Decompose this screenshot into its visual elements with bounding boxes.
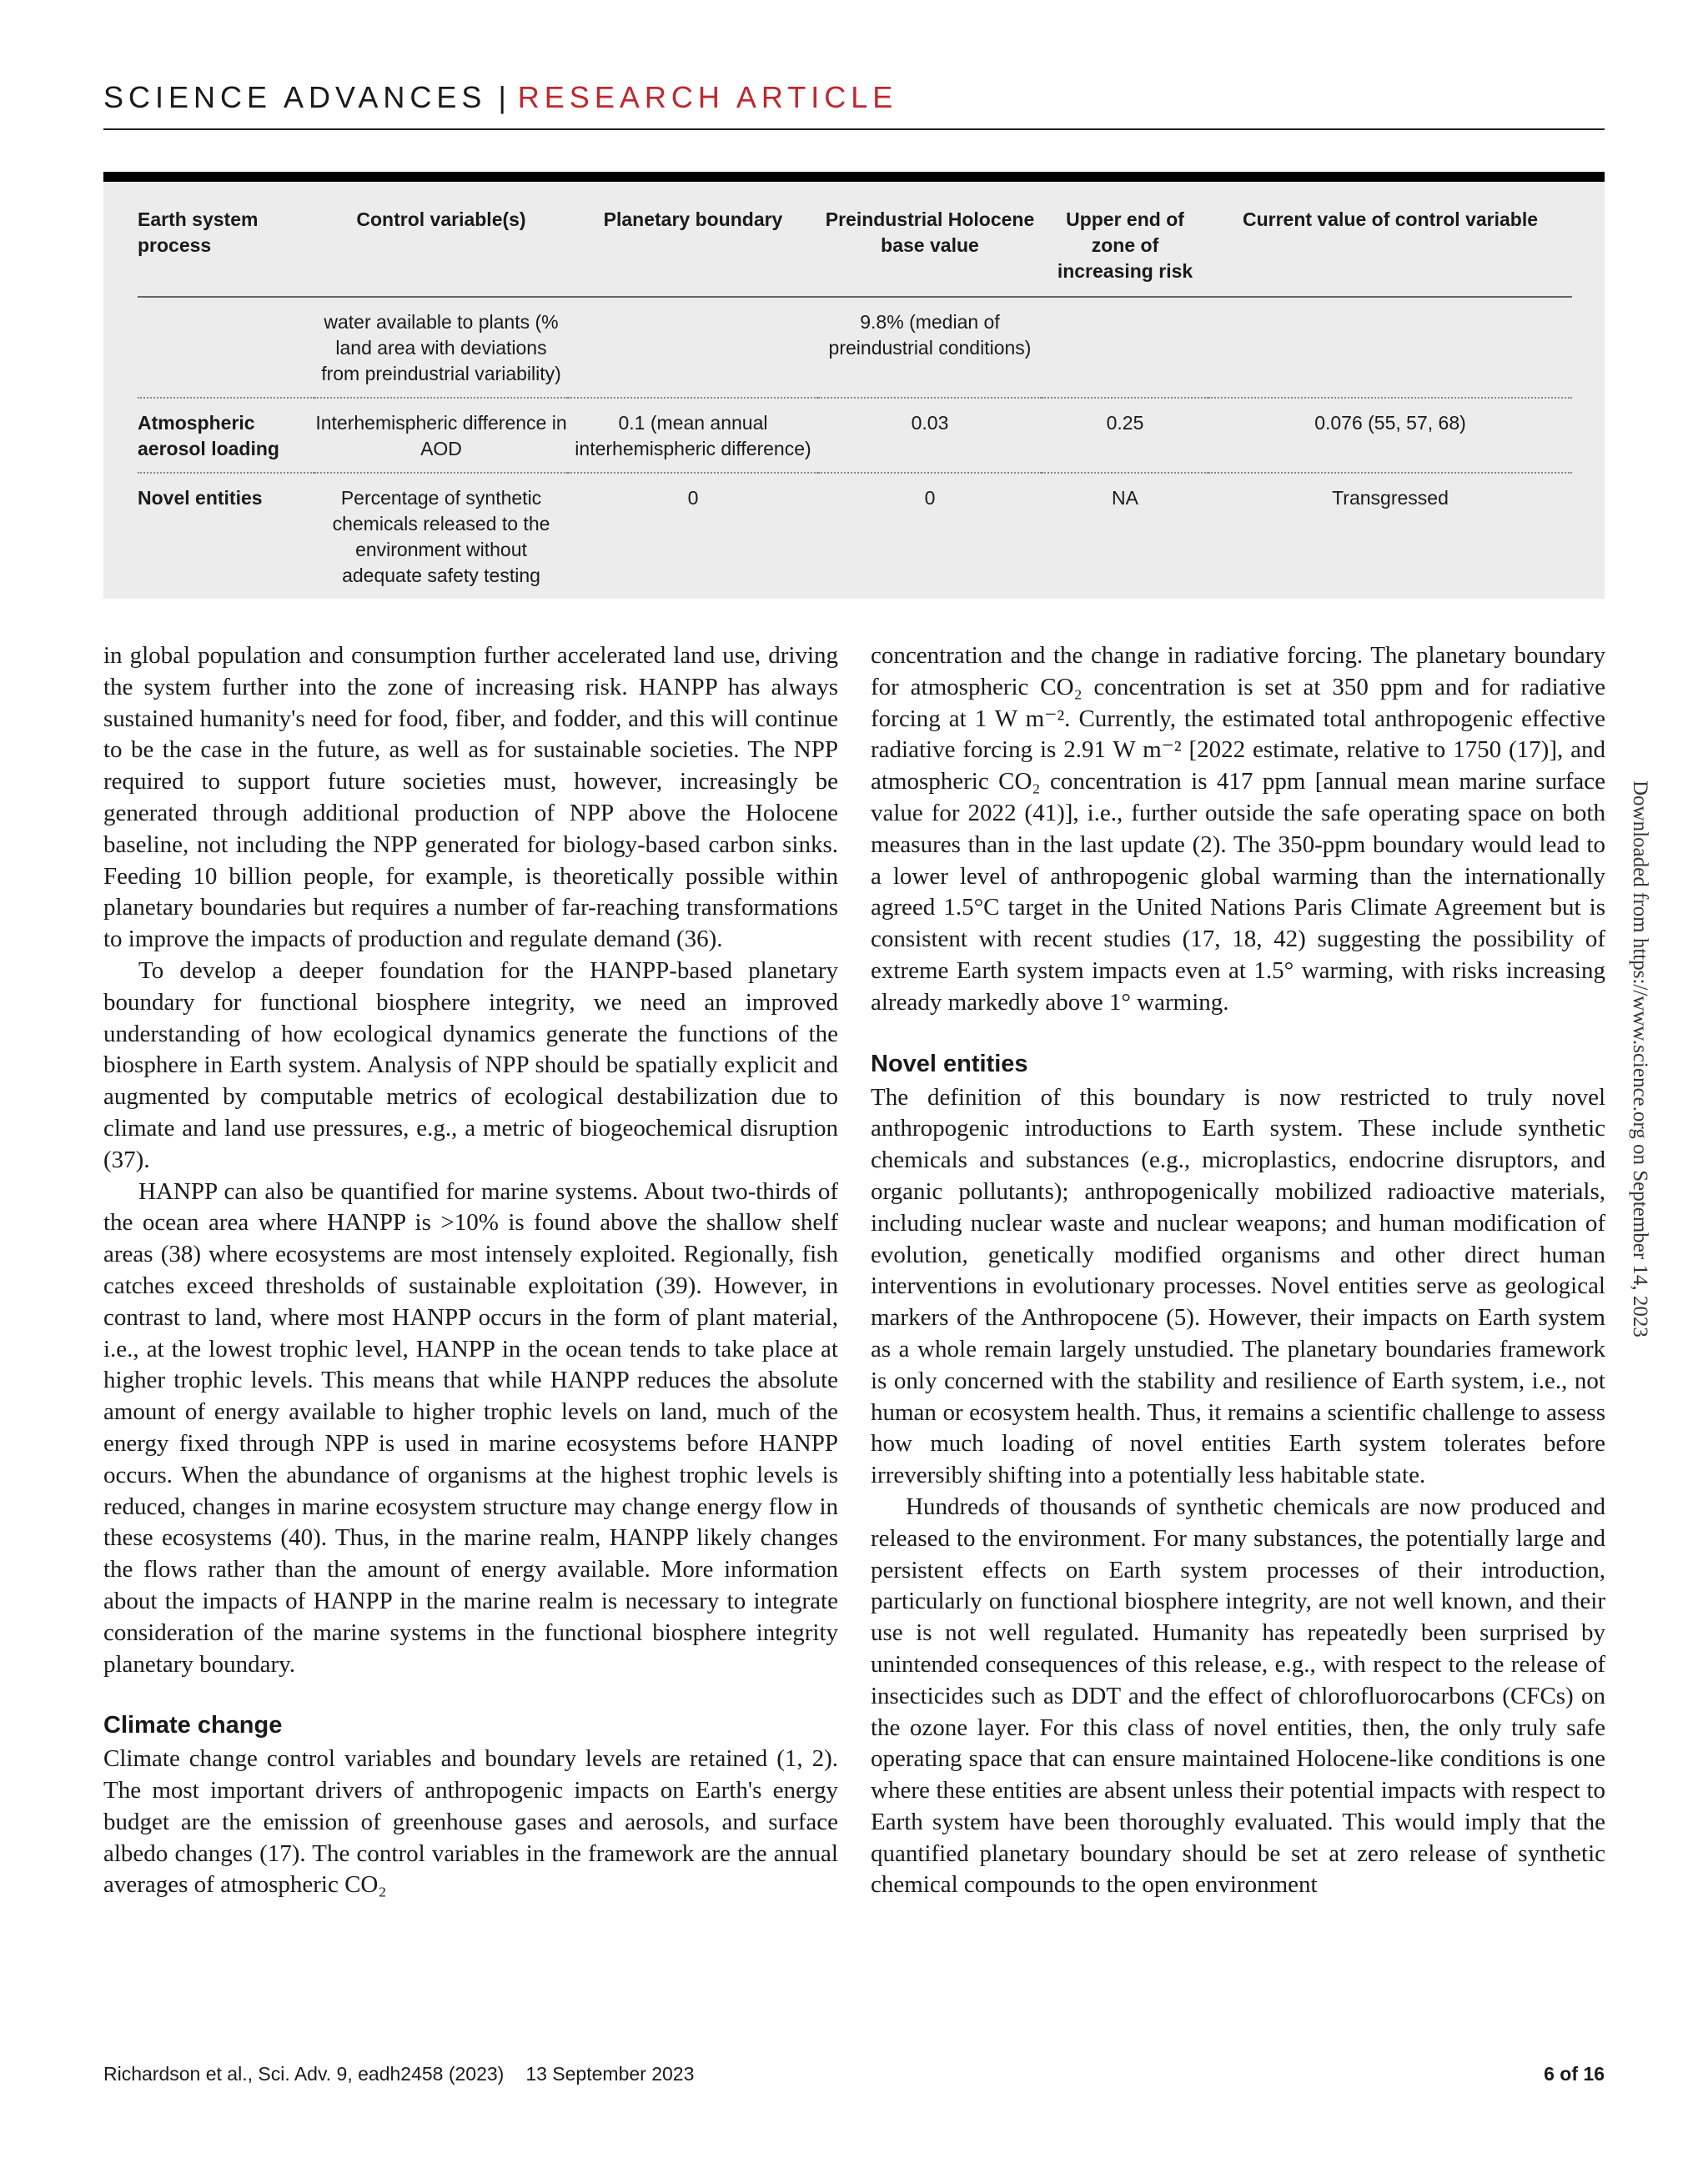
page-footer (103, 2063, 1605, 2093)
table-cell: 0.03 (818, 398, 1042, 473)
left-column (103, 640, 838, 1901)
running-header (103, 80, 1605, 120)
header-separator: | (498, 80, 506, 114)
table-cell: Interhemispheric difference in AOD (314, 398, 568, 473)
download-stamp: Downloaded from https://www.science.org on September 14, 2023 (1629, 780, 1651, 1337)
table-cell: water available to plants (% land area with deviations from preindustrial variability) (314, 297, 568, 398)
table-cell: Transgressed (1332, 487, 1449, 509)
table-top-bar (103, 172, 1605, 182)
page-number: 6 of 16 (1544, 2063, 1605, 2085)
table-cell (138, 297, 314, 398)
table-cell: 0.25 (1042, 398, 1208, 473)
table-cell (1208, 297, 1572, 398)
table-cell: Percentage of synthetic chemicals released to the environment without adequate safety testing (332, 487, 550, 586)
table (138, 207, 1572, 599)
section-heading-novel-entities: Novel entities (871, 1050, 1028, 1077)
table-cell (1042, 297, 1208, 398)
journal-name: SCIENCE ADVANCES (103, 80, 487, 114)
table-cell: Atmospheric aerosol loading (138, 398, 314, 473)
table-cell: 0 (924, 487, 936, 509)
header-rule (103, 128, 1605, 130)
table-cell: 0 (687, 487, 699, 509)
paragraph: The definition of this boundary is now restricted to truly novel anthropogenic introductions to Earth system. These include synthetic chemicals and substances (e.g., microplastics, endocrine disruptors, and organic pollutants); anthropogenically mobilized radioactive materials, including nuclear waste and nuclear weapons; and human modification of evolution, genetically modified organisms and other direct human interventions in evolutionary processes. Novel entities serve as geological markers of the Anthropocene (5). However, their impacts on Earth system as a whole remain largely unstudied. The planetary boundaries framework is only concerned with the stability and resilience of Earth system, i.e., not human or ecosystem health. Thus, it remains a scientific challenge to assess how much loading of novel entities Earth system tolerates before irreversibly shifting into a potentially less habitable state. (871, 1083, 1605, 1489)
table-row (138, 297, 1572, 398)
footer-citation-line (103, 2063, 694, 2085)
table-cell: 9.8% (median of preindustrial conditions) (818, 297, 1042, 398)
table-row (138, 473, 1572, 599)
table-row (138, 398, 1572, 473)
right-column (871, 640, 1605, 1901)
header-upper-end-risk: Upper end of zone of increasing risk (1042, 207, 1208, 297)
publication-date: 13 September 2023 (525, 2063, 695, 2085)
table-cell (568, 297, 818, 398)
paragraph: Hundreds of thousands of synthetic chemicals are now produced and released to the environment. For many substances, the potentially large and persistent effects on Earth system processes of their introduction, particularly on functional biosphere integrity, are not well known, and their use is not well regulated. Humanity has repeatedly been surprised by unintended consequences of this release, e.g., with respect to the release of insecticides such as DDT and the effect of chlorofluorocarbons (CFCs) on the ozone layer. For this class of novel entities, then, the only truly safe operating space that can ensure maintained Holocene-like conditions is one where these entities are absent unless their potential impacts with respect to Earth system have been thoroughly evaluated. This would imply that the quantified planetary boundary should be set at zero release of synthetic chemical compounds to the open environment (871, 1493, 1605, 1899)
paragraph: in global population and consumption further accelerated land use, driving the system further into the zone of increasing risk. HANPP has always sustained humanity's need for food, fiber, and fodder, and this will continue to be the case in the future, as well as for sustainable societies. The NPP required to support future societies must, however, increasingly be generated through additional production of NPP above the Holocene baseline, not including the NPP generated for biology-based carbon sinks. Feeding 10 billion people, for example, is theoretically possible within planetary boundaries but requires a number of far-reaching transformations to improve the impacts of production and regulate demand (36). (103, 642, 838, 953)
paragraph: concentration and the change in radiative forcing. The planetary boundary for atmospheric CO₂ concentration is set at 350 ppm and for radiative forcing at 1 W m⁻². Currently, the estimated total anthropogenic effective radiative forcing is 2.91 W m⁻² [2022 estimate, relative to 1750 (17)], and atmospheric CO₂ concentration is 417 ppm [annual mean marine surface value for 2022 (41)], i.e., further outside the safe operating space on both measures than in the last update (2). The 350-ppm boundary would lead to a lower level of anthropogenic global warming than the internationally agreed 1.5°C target in the United Nations Paris Climate Agreement but is consistent with recent studies (17, 18, 42) suggesting the possibility of extreme Earth system impacts even at 1.5° warming, with risks increasing already markedly above 1° warming. (871, 642, 1605, 1016)
section-heading-climate-change: Climate change (103, 1712, 283, 1739)
paragraph: HANPP can also be quantified for marine systems. About two-thirds of the ocean area where HANPP is >10% is found above the shallow shelf areas (38) where ecosystems are most intensely exploited. Regionally, fish catches exceed thresholds of sustainable exploitation (39). However, in contrast to land, where most HANPP occurs in the form of plant material, i.e., at the lowest trophic level, HANPP in the ocean tends to take place at higher trophic levels. This means that while HANPP reduces the absolute amount of energy available to higher trophic levels on land, much of the energy fixed through NPP is used in marine ecosystems before HANPP occurs. When the abundance of organisms at the highest trophic levels is reduced, changes in marine ecosystem structure may change energy flow in these ecosystems (40). Thus, in the marine realm, HANPP likely changes the flows rather than the amount of energy available. More information about the impacts of HANPP in the marine realm is necessary to integrate consideration of the marine systems in the functional biosphere integrity planetary boundary. (103, 1177, 838, 1678)
table-cell: 0.1 (mean annual interhemispheric difference) (568, 398, 818, 473)
citation: Richardson et al., Sci. Adv. 9, eadh2458 (2023) (103, 2063, 505, 2085)
header-planetary-boundary: Planetary boundary (568, 207, 818, 297)
table-cell: 0.076 (55, 57, 68) (1208, 398, 1572, 473)
header-current-value: Current value of control variable (1208, 207, 1572, 297)
header-preindustrial-base: Preindustrial Holocene base value (818, 207, 1042, 297)
table-header-row (138, 207, 1572, 297)
header-control-variable: Control variable(s) (314, 207, 568, 297)
article-type: RESEARCH ARTICLE (517, 80, 898, 114)
header-earth-system-process: Earth system process (138, 207, 314, 297)
paragraph: To develop a deeper foundation for the HANPP-based planetary boundary for functional biosphere integrity, we need an improved understanding of how ecological dynamics generate the functions of the biosphere in Earth system. Analysis of NPP should be spatially explicit and augmented by computable metrics of ecological destabilization due to climate and land use pressures, e.g., a metric of biogeochemical disruption (37). (103, 956, 838, 1173)
table-cell: NA (1112, 487, 1138, 509)
paragraph: Climate change control variables and boundary levels are retained (1, 2). The most important drivers of anthropogenic impacts on Earth's energy budget are the emission of greenhouse gases and aerosols, and surface albedo changes (17). The control variables in the framework are the annual averages of atmospheric CO₂ (103, 1745, 838, 1899)
table-cell: Novel entities (138, 487, 263, 509)
planetary-boundaries-table (103, 172, 1605, 599)
